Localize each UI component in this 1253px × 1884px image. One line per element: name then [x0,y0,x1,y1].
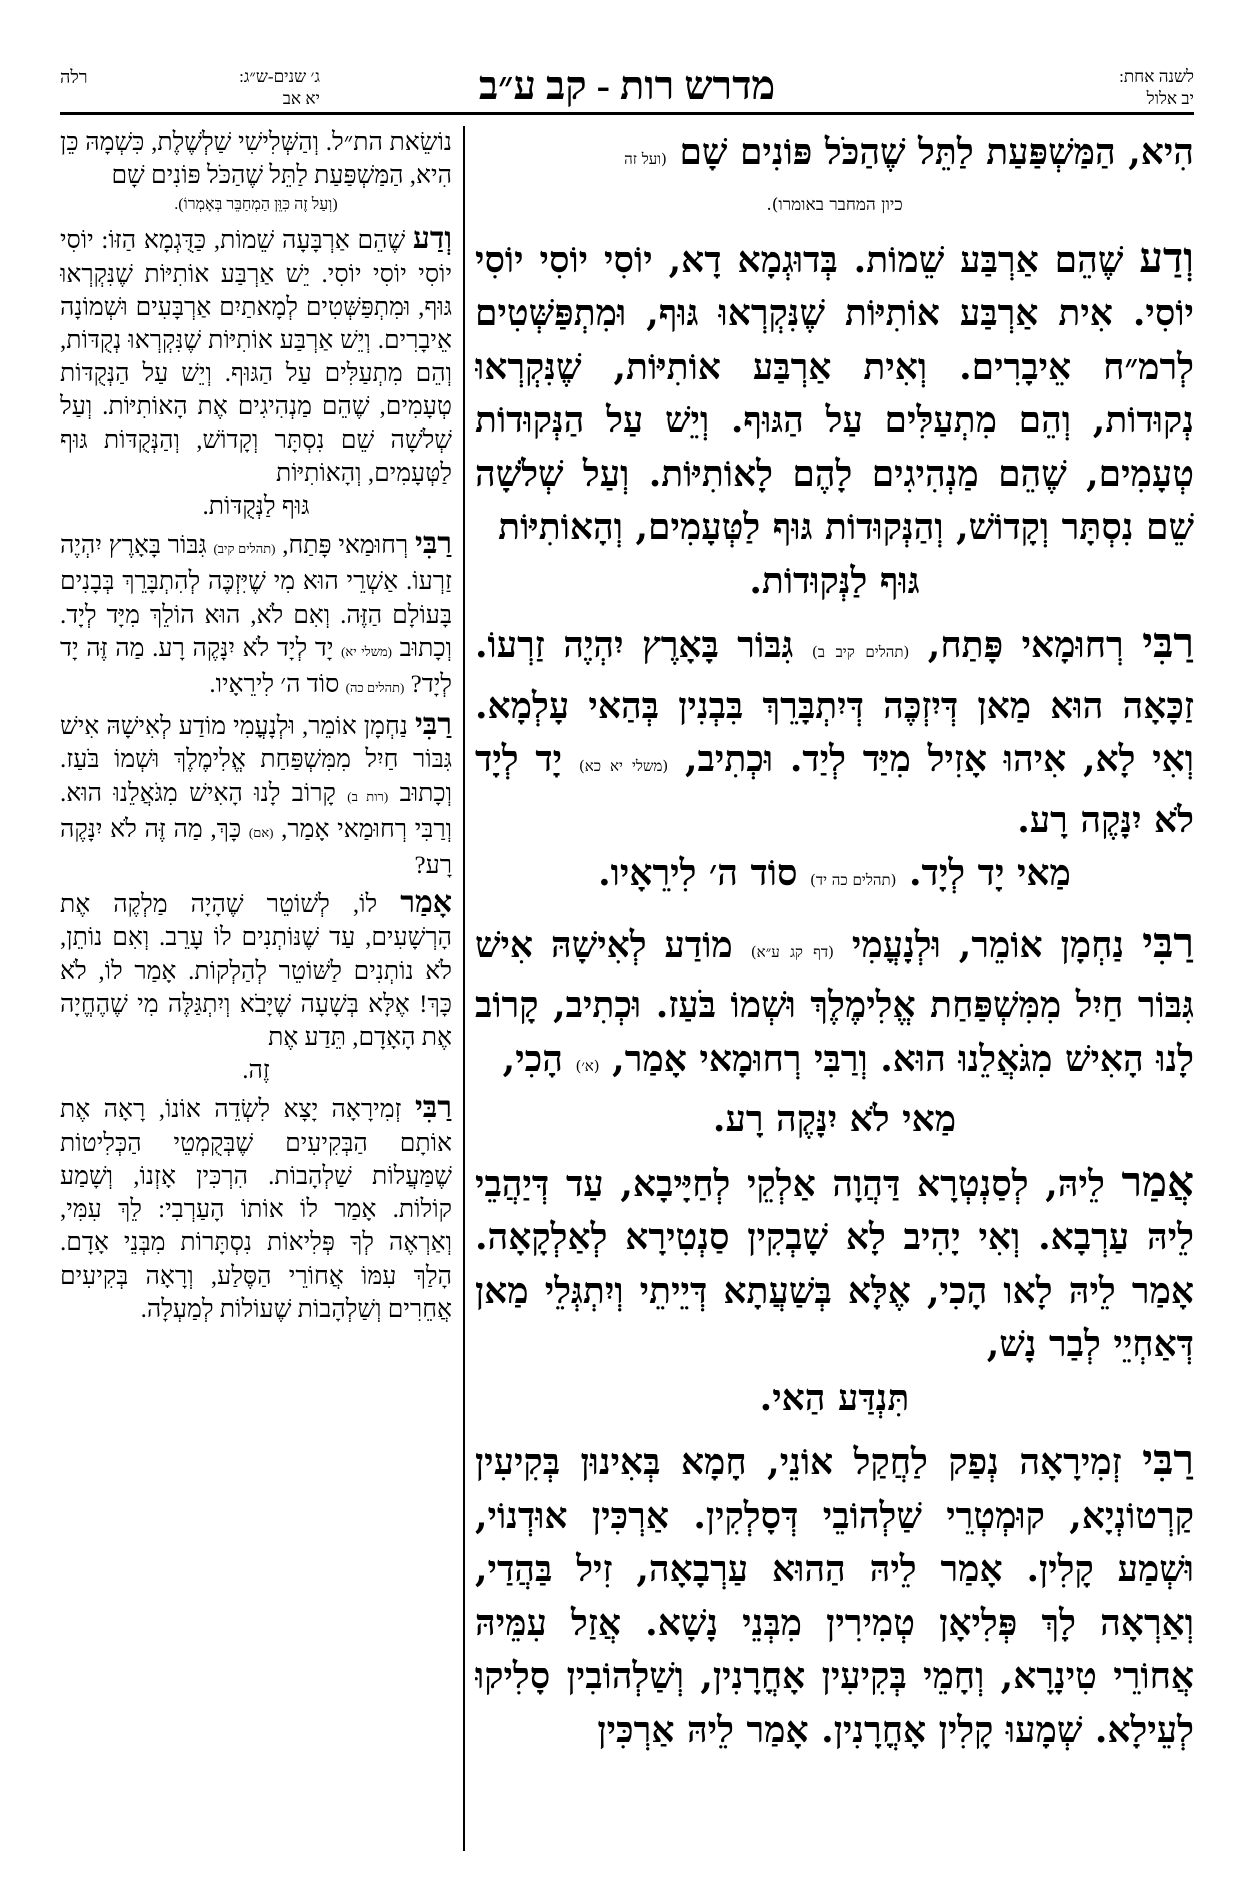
header-rule [60,112,1194,115]
main-paragraph-2 [475,231,1194,609]
paragraph-text: כָּךְ, מַה זֶּה לֹא יִנָּקֶה רָע? [60,815,452,880]
side-paragraph-2 [60,222,452,523]
side-paragraph-3 [60,527,452,704]
verse-reference: (תהלים קיב) [213,541,276,557]
main-paragraph-3 [475,616,1194,908]
paragraph-text: לוֹ, לְשׁוֹטֵר שֶׁהָיָה מַלְקֶה אֶת הָרְשָׁעִים, עַד שֶׁנּוֹתְנִים לוֹ עָרֵב. וְאִם נוֹתֵן, לֹא נוֹתְנִים לַשּׁוֹטֵר לְהַלְקוֹת. אָמַר לוֹ, לֹא כָּךְ! אֶלָּא בְּשָׁעָה שֶׁיָּבֹא וְיִתְגַּלֶּה מִי שֶׁהֶחֱיָה אֶת הָאָדָם, תֵּדַע אֶת [60,891,452,1052]
opening-word: רַבִּי [414,708,452,742]
opening-word: רַבִּי [1142,1435,1194,1484]
paragraph-text: זְמִירָאָה יָצָא לִשְׂדֵה אוֹנוֹ, רָאָה אֶת אוֹתָם הַבְּקִיעִים שֶׁבְּקֻמְטֵי הַכְּלִיטוֹת שֶׁמַּעֲלוֹת שַׁלְהָבוֹת. הִרְכִּין אָזְנוֹ, וְשָׁמַע קוֹלוֹת. אָמַר לוֹ אוֹתוֹ הָעַרְבִי: לֵךְ עִמִּי, וְאַרְאֶה לְךָ פְּלִיאוֹת נִסְתָּרוֹת מִבְּנֵי אָדָם. הָלַךְ עִמּוֹ אֲחוֹרֵי הַסֶּלַע, וְרָאָה בְּקִיעִים אֲחֵרִים וְשַׁלְהָבוֹת שֶׁעוֹלוֹת לְמַעְלָה. [60,1096,452,1323]
main-paragraph-5 [475,1155,1194,1426]
schedule-date: יא אב [282,89,320,108]
paragraph-text: נוֹשֵׂאת הת״ל. וְהַשְּׁלִישִׁי שַׁלְשֶׁלֶת, כִּשְׁמָהּ כֵּן הִיא, הַמַּשְׁפַּעַת לַתֵּל שֶׁהַכֹּל פּוֹנִים שָׁם [60,129,452,190]
side-paragraph-1 [60,126,452,218]
paragraph-text: זְמִירָאָה נְפַק לַחֲקַל אוֹנֵי, חָמָא בְּאִינוּן בְּקִיעִין קַרְטוֹנְיָא, קוּמְטְרֵי שַׁלְהוֹבֵי דְּסָלְקִין. אַרְכִּין אוּדְנוֹי, וּשְׁמַע קָלִין. אָמַר לֵיהּ הַהוּא עַרְבָאָה, זִיל בַּהֲדַי, וְאַרְאָה לָךְ פְּלִיאָן טְמִירִין מִבְּנֵי נָשָׁא. אֲזַל עִמֵּיהּ אֲחוֹרֵי טִינָרָא, וְחָמֵי בְּקִיעִין אָחֳרָנִין, וְשַׁלְהוֹבִין סָלִיקוּ לְעֵילָא. שְׁמָעוּ קָלִין אָחֳרָנִין. אָמַר לֵיהּ אַרְכִּין [475,1441,1194,1751]
page-header [60,62,1194,110]
paragraph-text: שֶׁהֵם אַרְבַּע שֵׁמוֹת. בְּדוּגְמָא דָא, יוֹסִי יוֹסִי יוֹסִי יוֹסִי. אִית אַרְבַּע אוֹתִיּוֹת שֶׁנִּקְרְאוּ גּוּף, וּמִתְפַּשְּׁטִים לְרמ״ח אֵיבָרִים. וְאִית אַרְבַּע אוֹתִיּוֹת, שֶׁנִּקְרְאוּ נְקוּדוֹת, וְהֵם מִתְעַלִּים עַל הַגּוּף. וְיֵשׁ עַל הַנְּקוּדוֹת טְעָמִים, שֶׁהֵם מַנְהִיגִים לָהֶם לָאוֹתִיּוֹת. וְעַל שְׁלֹשָׁה שֵׁם נִסְתָּר וְקָדוֹשׁ, וְהַנְּקוּדוֹת גּוּף לַטְּעָמִים, וְהָאוֹתִיּוֹת [475,238,1194,548]
page-title: מדרש רות - קב ע״ב [478,63,776,108]
paragraph-text: רְחוּמָאי פָּתַח, [909,624,1143,666]
paragraph-text: גִּבּוֹר בָּאָרֶץ יִהְיֶה זַרְעוֹ. זַכָּאָה הוּא מַאן דְּיִזְכֶּה דְּיִתְבָּרֵךְ בִּבְנִין בְּהַאי עָלְמָא. וְאִי לָא, אִיהוּ אָזִיל מִיַּד לְיַד. וּכְתִיב, [475,624,1194,780]
paragraph-text: נַחְמָן אוֹמֵר, וּלְנָעֳמִי מוֹדַע לְאִישָׁהּ אִישׁ גִּבּוֹר חַיִל מִמִּשְׁפַּחַת אֱלִימֶלֶךְ וּשְׁמוֹ בֹּעַז. וְכָתוּב [60,713,452,807]
main-text-column [475,126,1194,1851]
editor-note: (ועל זה [624,150,667,168]
editor-note-line: כיון המחבר באומרו). [766,194,903,215]
page-reference: (דף קג ע״א) [750,942,834,961]
opening-word: רַבִּי [414,527,452,561]
paragraph-last-line: זֶה. [242,1057,270,1085]
opening-word: וְדַע [1139,232,1194,282]
verse-reference: (תהלים כה יד) [810,871,897,889]
schedule-block [124,66,320,110]
paragraph-text: הִיא, הַמַּשְׁפַּעַת לַתֵּל שֶׁהַכֹּל פּוֹנִים שָׁם [679,131,1194,173]
paragraph-text: שֶׁהֵם אַרְבָּעָה שֵׁמוֹת, כַּדֻּגְמָא הַזּוֹ: יוֹסִי יוֹסִי יוֹסִי יוֹסִי. יֵשׁ אַרְבַּע אוֹתִיּוֹת שֶׁנִּקְרְאוּ גּוּף, וּמִתְפַּשְּׁטִים לְמָאתַיִם אַרְבָּעִים וּשְׁמוֹנָה אֵיבָרִים. וְיֵשׁ אַרְבַּע אוֹתִיּוֹת שֶׁנִּקְרְאוּ נְקֻדּוֹת, וְהֵם מִתְעַלִּים עַל הַגּוּף. וְיֵשׁ עַל הַנְּקֻדּוֹת טְעָמִים, שֶׁהֵם מַנְהִיגִים אֶת הָאוֹתִיּוֹת. וְעַל שְׁלֹשָׁה שֵׁם נִסְתָּר וְקָדוֹשׁ, וְהַנְּקֻדּוֹת גּוּף לַטְּעָמִים, וְהָאוֹתִיּוֹת [60,227,452,487]
verse-reference: (תהלים קיב ב) [811,643,910,661]
paragraph-text: יָד לְיָד לֹא יִנָּקֶה רָע. מַה זֶּה יָד לְיָד? [60,634,452,699]
verse-reference: (משלי יא) [341,643,393,659]
paragraph-text: קָרוֹב לָנוּ הָאִישׁ מִגֹּאֲלֵנוּ הוּא. וְרַבִּי רְחוּמַאי אָמַר, [60,779,452,843]
side-paragraph-6 [60,1091,452,1325]
paragraph-text: נַחְמָן אוֹמֵר, וּלְנָעֳמִי [833,923,1143,966]
main-paragraph-4 [475,916,1194,1147]
schedule-label: לשנה אחת: [1119,67,1194,86]
opening-word: אָמַר [400,886,452,920]
opening-word: רַבִּי [1142,618,1194,667]
schedule-label: ג׳ שנים-ש״ג: [239,67,320,86]
column-divider [463,126,465,1851]
opening-word: וְדַע [412,222,452,256]
side-paragraph-4 [60,708,452,882]
side-paragraph-5 [60,886,452,1087]
paragraph-last-line: גּוּף לַנְּקוּדוֹת. [749,559,920,602]
opening-word: רַבִּי [1142,917,1194,967]
editor-note: (אם) [248,824,274,840]
verse-reference: (משלי יא כא) [578,757,669,775]
page-number: רלה [60,67,88,87]
opening-word: אֲמַר [1121,1156,1194,1206]
verse-reference: (תהלים כה) [345,680,405,696]
editor-note-line: (וְעַל זֶה כִּוֵּן הַמְחַבֵּר בְּאָמְרוֹ). [174,196,338,214]
verse-reference: (רות ב) [347,788,389,804]
main-paragraph-6 [475,1433,1194,1757]
paragraph-text: מַאי יָד לְיָד. [896,852,1071,894]
paragraph-last-line: מַאי לֹא יִנָּקֶה רָע. [712,1098,957,1140]
paragraph-text: יָד לְיָד לֹא יִנָּקֶה רָע. [475,738,1194,841]
schedule-date: יב אלול [1146,89,1194,108]
paragraph-text: גִּבּוֹר בָּאָרֶץ יִהְיֶה זַרְעוֹ. אַשְׁרֵי הוּא מִי שֶׁיִּזְכֶּה לְהִתְבָּרֵךְ בְּבָנִים בָּעוֹלָם הַזֶּה. וְאִם לֹא, הוּא הוֹלֵךְ מִיָּד לְיָד. וְכָתוּב [60,532,452,662]
paragraph-text: לֵיהּ, לְסַנְטְרָא דַּהֲוָה אַלְקֵי לְחַיָּיבָא, עַד דְּיַהֲבֵי לֵיהּ עַרְבָא. וְאִי יָהִיב לָא שָׁבְקִין סַנְטִירָא לְאַלְקָאָה. אָמַר לֵיהּ לָאו הָכִי, אֶלָּא בְּשַׁעֲתָא דְּיֵיתֵי וְיִתְגְּלֵי מַאן דְּאַחְיֵי לְבַר נָשׁ, [475,1162,1194,1365]
editor-note: (א׳) [575,1056,600,1075]
paragraph-text: הָכִי, [502,1037,576,1080]
paragraph-text: סוֹד ה׳ לִירֵאָיו. [209,671,346,699]
opening-word: רַבִּי [414,1091,452,1125]
main-paragraph-1 [475,126,1194,223]
paragraph-last-line [475,847,1194,908]
paragraph-text: רְחוּמַאי פָּתַח, [275,532,415,560]
paragraph-text: מוֹדַע לְאִישָׁהּ אִישׁ גִּבּוֹר חַיִל מִמִּשְׁפַּחַת אֱלִימֶלֶךְ וּשְׁמוֹ בֹּעַז. וּכְתִיב, קָרוֹב לָנוּ הָאִישׁ מִגֹּאֲלֵנוּ הוּא. וְרַבִּי רְחוּמָאי אָמַר, [475,923,1194,1080]
translation-column [60,126,452,1851]
paragraph-last-line: תִּנְדַּע הַאי. [759,1376,910,1419]
paragraph-text: סוֹד ה׳ לִירֵאָיו. [598,852,811,894]
paragraph-last-line: גּוּף לַנְּקֻדּוֹת. [202,493,310,521]
